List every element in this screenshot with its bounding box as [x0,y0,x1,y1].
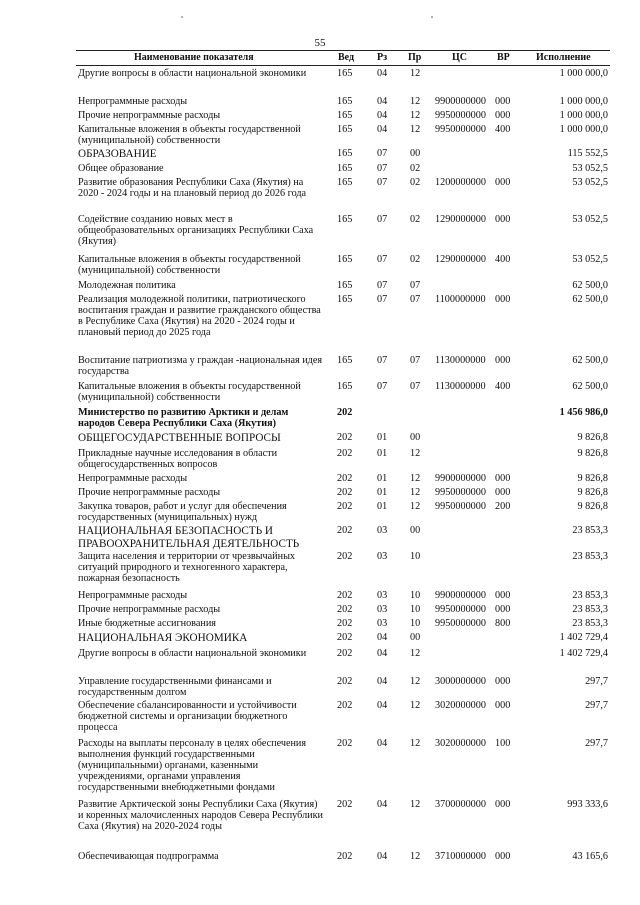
row-name: Обеспечение сбалансированности и устойчивости бюджетной системы и организации бюджетного процесса [78,700,297,733]
row-vr: 000 [495,355,511,366]
row-vr: 000 [495,96,511,107]
row-name: Прикладные научные исследования в области общегосударственных вопросов [78,448,278,470]
row-name: Реализация молодежной политики, патриотического воспитания граждан и развитие гражданского общества в Республике Саха (Якутия) на 2020 - 2024 годы и плановый период до 2025 года [78,294,321,338]
row-rz: 04 [377,676,388,687]
row-cs: 9950000000 [435,618,486,629]
row-pr: 10 [410,590,421,601]
row-name: НАЦИОНАЛЬНАЯ ЭКОНОМИКА [78,632,248,644]
row-rz: 01 [377,448,388,459]
row-rz: 07 [377,163,388,174]
row-rz: 01 [377,473,388,484]
row-pr: 12 [410,487,421,498]
row-ved: 165 [337,110,353,121]
row-rz: 07 [377,254,388,265]
header-pr: Пр [408,52,422,63]
row-exec: 23 853,3 [572,604,608,615]
row-cs: 1130000000 [435,381,486,392]
row-rz: 03 [377,590,388,601]
row-vr: 000 [495,799,511,810]
row-exec: 53 052,5 [572,177,608,188]
row-pr: 07 [410,355,421,366]
row-vr: 000 [495,473,511,484]
header-exec: Исполнение [536,52,591,63]
row-pr: 12 [410,110,421,121]
row-vr: 400 [495,381,511,392]
row-ved: 202 [337,604,353,615]
row-name: Содействие созданию новых мест в общеобразовательных организациях Республики Саха (Якутия) [78,214,314,247]
row-ved: 202 [337,407,353,418]
header-cs: ЦС [452,52,467,63]
header-vr: ВР [497,52,510,63]
row-exec: 9 826,8 [577,473,608,484]
row-vr: 200 [495,501,511,512]
row-exec: 1 000 000,0 [559,68,608,79]
row-cs: 9950000000 [435,487,486,498]
row-cs: 9950000000 [435,110,486,121]
row-name: Капитальные вложения в объекты государственной (муниципальной) собственности [78,381,301,403]
scan-speck [431,16,433,18]
row-exec: 23 853,3 [572,551,608,562]
row-ved: 202 [337,473,353,484]
row-ved: 202 [337,700,353,711]
row-cs: 9950000000 [435,604,486,615]
row-ved: 165 [337,68,353,79]
table-header [76,50,610,66]
row-rz: 01 [377,432,388,443]
row-pr: 12 [410,96,421,107]
header-name: Наименование показателя [134,52,254,63]
row-pr: 02 [410,177,421,188]
row-vr: 000 [495,851,511,862]
row-rz: 04 [377,110,388,121]
row-cs: 9900000000 [435,590,486,601]
row-ved: 202 [337,487,353,498]
row-cs: 1290000000 [435,214,486,225]
row-rz: 07 [377,148,388,159]
row-name: Прочие непрограммные расходы [78,604,221,615]
row-exec: 1 456 986,0 [559,407,608,418]
row-name: Непрограммные расходы [78,473,188,484]
row-ved: 202 [337,799,353,810]
row-rz: 07 [377,355,388,366]
row-pr: 00 [410,525,421,536]
row-vr: 800 [495,618,511,629]
row-vr: 000 [495,700,511,711]
row-pr: 12 [410,448,421,459]
row-name: Защита населения и территории от чрезвычайных ситуаций природного и техногенного характера, пожарная безопасность [78,551,296,584]
row-exec: 62 500,0 [572,381,608,392]
row-rz: 01 [377,501,388,512]
row-name: Иные бюджетные ассигнования [78,618,216,629]
row-name: Другие вопросы в области национальной экономики [78,648,307,659]
row-rz: 07 [377,177,388,188]
row-pr: 02 [410,163,421,174]
row-name: Молодежная политика [78,280,176,291]
row-exec: 62 500,0 [572,294,608,305]
row-ved: 165 [337,163,353,174]
row-name: Другие вопросы в области национальной экономики [78,68,307,79]
row-pr: 00 [410,148,421,159]
row-ved: 165 [337,355,353,366]
row-exec: 53 052,5 [572,214,608,225]
row-ved: 202 [337,432,353,443]
row-pr: 00 [410,432,421,443]
row-ved: 202 [337,448,353,459]
row-cs: 1290000000 [435,254,486,265]
row-pr: 12 [410,738,421,749]
row-vr: 000 [495,294,511,305]
row-pr: 12 [410,700,421,711]
row-cs: 9950000000 [435,124,486,135]
header-ved: Вед [338,52,355,63]
row-name: Капитальные вложения в объекты государственной (муниципальной) собственности [78,124,301,146]
row-rz: 04 [377,738,388,749]
row-exec: 9 826,8 [577,501,608,512]
scan-speck [181,16,183,18]
row-exec: 993 333,6 [567,799,608,810]
row-ved: 165 [337,214,353,225]
row-pr: 12 [410,648,421,659]
row-name: Капитальные вложения в объекты государственной (муниципальной) собственности [78,254,301,276]
row-pr: 02 [410,214,421,225]
row-ved: 202 [337,632,353,643]
row-rz: 04 [377,648,388,659]
row-name: Управление государственными финансами и государственным долгом [78,676,272,698]
row-ved: 165 [337,381,353,392]
row-ved: 202 [337,676,353,687]
row-name: Закупка товаров, работ и услуг для обеспечения государственных (муниципальных) нужд [78,501,287,523]
row-rz: 07 [377,214,388,225]
row-exec: 1 402 729,4 [559,648,608,659]
row-cs: 3700000000 [435,799,486,810]
row-exec: 62 500,0 [572,355,608,366]
row-cs: 9900000000 [435,473,486,484]
row-ved: 202 [337,618,353,629]
row-pr: 07 [410,280,421,291]
row-cs: 3000000000 [435,676,486,687]
row-vr: 000 [495,110,511,121]
row-exec: 297,7 [585,738,608,749]
row-rz: 03 [377,525,388,536]
row-exec: 1 000 000,0 [559,124,608,135]
row-cs: 1100000000 [435,294,486,305]
row-pr: 10 [410,618,421,629]
row-ved: 165 [337,254,353,265]
row-cs: 3020000000 [435,738,486,749]
row-rz: 03 [377,551,388,562]
row-rz: 04 [377,96,388,107]
row-ved: 165 [337,177,353,188]
row-vr: 000 [495,214,511,225]
row-exec: 1 000 000,0 [559,96,608,107]
row-pr: 12 [410,799,421,810]
row-name: Развитие образования Республики Саха (Якутия) на 2020 - 2024 годы и на плановый период до 2026 года [78,177,307,199]
row-pr: 12 [410,124,421,135]
row-cs: 9900000000 [435,96,486,107]
row-ved: 202 [337,590,353,601]
row-name: Министерство по развитию Арктики и делам народов Севера Республики Саха (Якутия) [78,407,289,429]
row-name: Общее образование [78,163,164,174]
row-exec: 1 000 000,0 [559,110,608,121]
row-pr: 12 [410,68,421,79]
row-ved: 165 [337,96,353,107]
row-rz: 04 [377,851,388,862]
row-name: Воспитание патриотизма у граждан -национальная идея государства [78,355,323,377]
row-cs: 1200000000 [435,177,486,188]
row-name: Развитие Арктической зоны Республики Саха (Якутия) и коренных малочисленных народов Севера Республики Саха (Якутия) на 2020-2024 годы [78,799,324,832]
row-rz: 04 [377,799,388,810]
row-ved: 202 [337,851,353,862]
row-name: ОБЩЕГОСУДАРСТВЕННЫЕ ВОПРОСЫ [78,432,281,444]
row-ved: 202 [337,525,353,536]
row-exec: 9 826,8 [577,487,608,498]
row-name: ОБРАЗОВАНИЕ [78,148,157,160]
row-exec: 9 826,8 [577,432,608,443]
row-rz: 03 [377,604,388,615]
row-cs: 1130000000 [435,355,486,366]
row-pr: 02 [410,254,421,265]
row-name: Обеспечивающая подпрограмма [78,851,219,862]
row-ved: 202 [337,551,353,562]
row-rz: 04 [377,700,388,711]
row-vr: 000 [495,487,511,498]
row-ved: 202 [337,738,353,749]
row-pr: 12 [410,501,421,512]
row-pr: 07 [410,381,421,392]
row-vr: 400 [495,254,511,265]
row-exec: 43 165,6 [572,851,608,862]
row-rz: 07 [377,294,388,305]
page-number: 55 [314,37,326,49]
row-rz: 04 [377,68,388,79]
row-cs: 9950000000 [435,501,486,512]
row-pr: 12 [410,473,421,484]
row-vr: 000 [495,676,511,687]
row-exec: 1 402 729,4 [559,632,608,643]
header-rz: Рз [377,52,388,63]
row-exec: 53 052,5 [572,163,608,174]
row-exec: 297,7 [585,676,608,687]
row-vr: 000 [495,177,511,188]
row-pr: 00 [410,632,421,643]
row-rz: 07 [377,280,388,291]
row-cs: 3710000000 [435,851,486,862]
row-name: Непрограммные расходы [78,96,188,107]
row-pr: 07 [410,294,421,305]
row-pr: 10 [410,551,421,562]
row-ved: 165 [337,124,353,135]
row-pr: 12 [410,676,421,687]
row-exec: 62 500,0 [572,280,608,291]
row-exec: 297,7 [585,700,608,711]
row-pr: 10 [410,604,421,615]
row-rz: 04 [377,124,388,135]
row-name: НАЦИОНАЛЬНАЯ БЕЗОПАСНОСТЬ И ПРАВООХРАНИТЕЛЬНАЯ ДЕЯТЕЛЬНОСТЬ [78,525,300,550]
row-ved: 202 [337,648,353,659]
row-exec: 115 552,5 [567,148,608,159]
row-name: Непрограммные расходы [78,590,188,601]
row-pr: 12 [410,851,421,862]
row-exec: 23 853,3 [572,618,608,629]
row-cs: 3020000000 [435,700,486,711]
row-vr: 100 [495,738,511,749]
row-rz: 03 [377,618,388,629]
row-rz: 07 [377,381,388,392]
row-name: Прочие непрограммные расходы [78,487,221,498]
row-vr: 000 [495,604,511,615]
row-name: Расходы на выплаты персоналу в целях обеспечения выполнения функций государственными (муниципальными) органами, казенными учреждениями, органами управления государственными внебюджетными фондами [78,738,307,793]
row-rz: 04 [377,632,388,643]
row-rz: 01 [377,487,388,498]
row-ved: 165 [337,280,353,291]
row-exec: 23 853,3 [572,590,608,601]
row-exec: 23 853,3 [572,525,608,536]
row-name: Прочие непрограммные расходы [78,110,221,121]
row-exec: 53 052,5 [572,254,608,265]
row-ved: 165 [337,294,353,305]
row-exec: 9 826,8 [577,448,608,459]
row-vr: 000 [495,590,511,601]
row-vr: 400 [495,124,511,135]
row-ved: 202 [337,501,353,512]
row-ved: 165 [337,148,353,159]
